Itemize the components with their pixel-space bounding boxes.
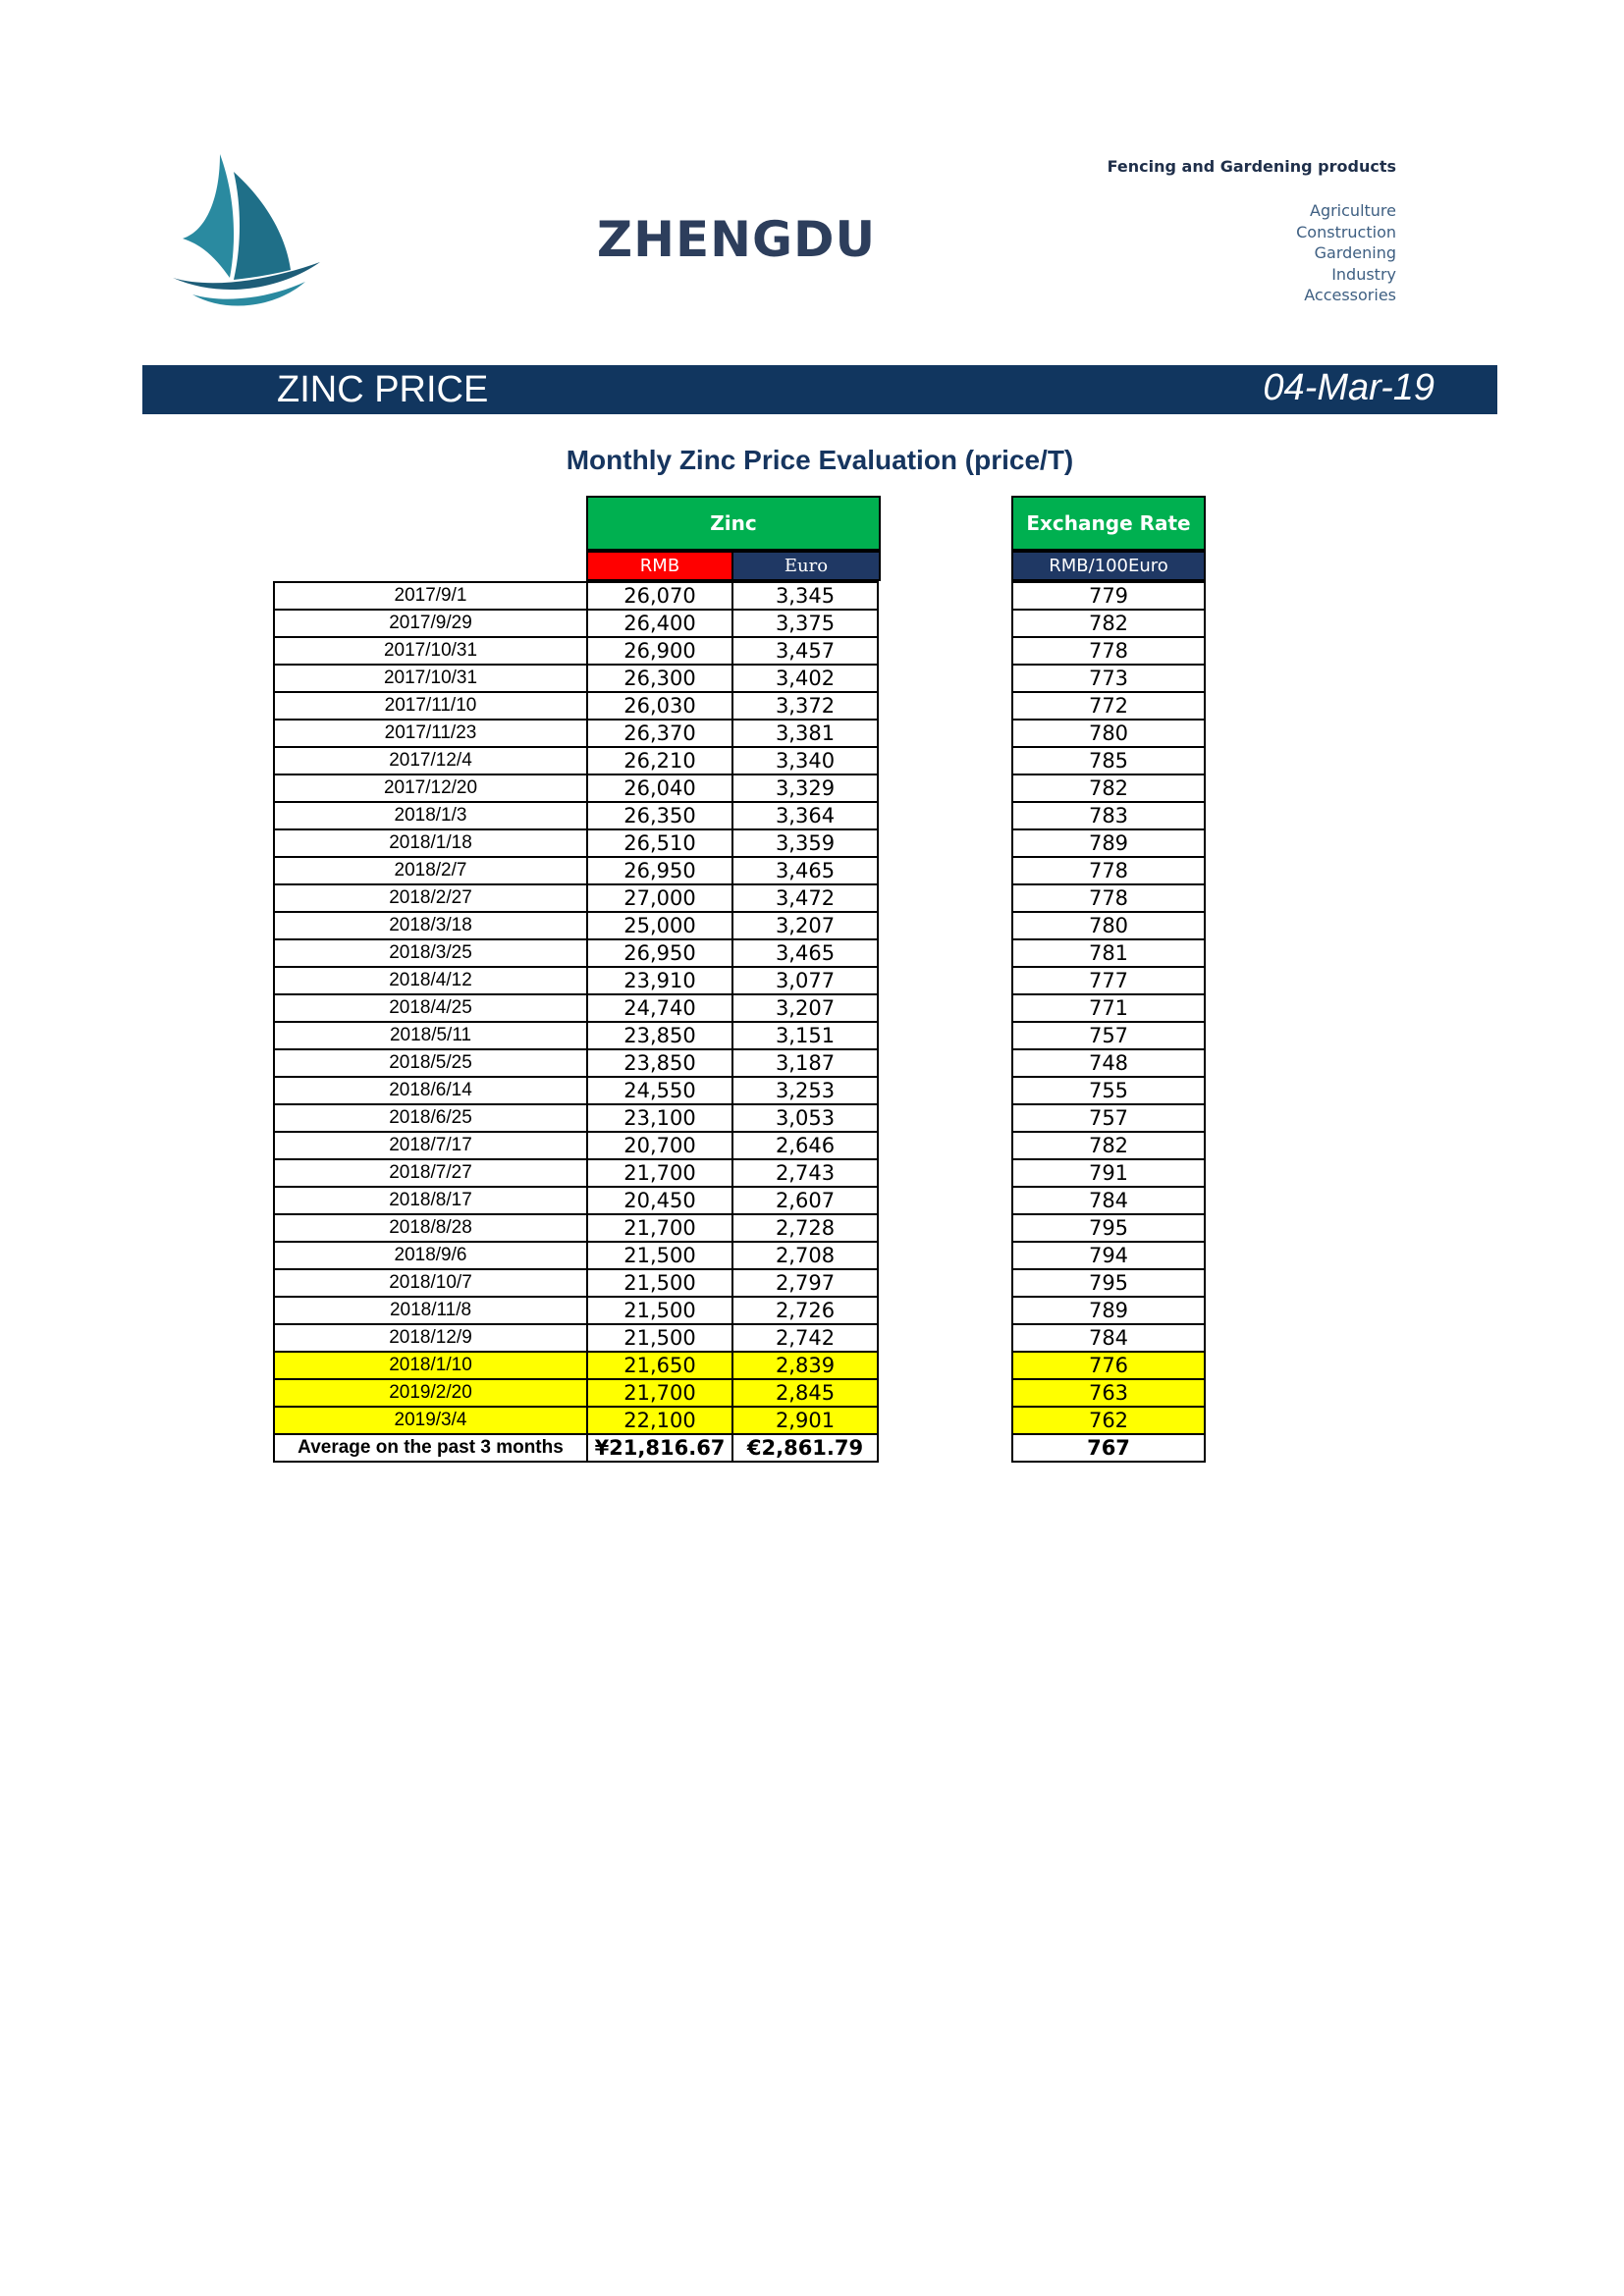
table-row bbox=[274, 1077, 878, 1104]
rmb-price-cell: 21,500 bbox=[587, 1269, 732, 1297]
date-cell: 2018/5/11 bbox=[274, 1022, 587, 1049]
date-cell: 2018/1/10 bbox=[274, 1352, 587, 1379]
date-cell: 2019/3/4 bbox=[274, 1407, 587, 1434]
table-row bbox=[274, 1214, 878, 1242]
table-row bbox=[1012, 912, 1205, 939]
euro-price-cell: 3,359 bbox=[732, 829, 878, 857]
table-row bbox=[274, 1242, 878, 1269]
table-row bbox=[274, 967, 878, 994]
rmb-price-cell: 26,950 bbox=[587, 939, 732, 967]
rmb-price-cell: 26,900 bbox=[587, 637, 732, 665]
category-item: Industry bbox=[1331, 264, 1396, 284]
euro-price-cell: 3,402 bbox=[732, 665, 878, 692]
date-cell: 2018/8/17 bbox=[274, 1187, 587, 1214]
average-label: Average on the past 3 months bbox=[274, 1434, 587, 1462]
table-row bbox=[1012, 994, 1205, 1022]
rmb-price-cell: 22,100 bbox=[587, 1407, 732, 1434]
rmb-price-cell: 21,650 bbox=[587, 1352, 732, 1379]
rmb-price-cell: 26,040 bbox=[587, 774, 732, 802]
rmb-price-cell: 26,070 bbox=[587, 582, 732, 610]
table-row bbox=[274, 1297, 878, 1324]
date-cell: 2017/11/10 bbox=[274, 692, 587, 720]
table-row bbox=[1012, 1022, 1205, 1049]
date-cell: 2018/11/8 bbox=[274, 1297, 587, 1324]
date-cell: 2018/1/18 bbox=[274, 829, 587, 857]
zinc-price-table bbox=[273, 581, 879, 1463]
date-cell: 2017/10/31 bbox=[274, 665, 587, 692]
euro-price-cell: 3,465 bbox=[732, 857, 878, 884]
rmb-price-cell: 26,030 bbox=[587, 692, 732, 720]
exchange-rate-cell: 782 bbox=[1012, 774, 1205, 802]
table-row bbox=[1012, 967, 1205, 994]
table-row bbox=[1012, 802, 1205, 829]
table-row bbox=[274, 857, 878, 884]
euro-header: Euro bbox=[731, 551, 881, 581]
date-cell: 2017/9/1 bbox=[274, 582, 587, 610]
euro-price-cell: 3,329 bbox=[732, 774, 878, 802]
euro-price-cell: 3,207 bbox=[732, 912, 878, 939]
table-row bbox=[274, 665, 878, 692]
exchange-rate-header: Exchange Rate bbox=[1011, 496, 1206, 551]
date-cell: 2018/2/27 bbox=[274, 884, 587, 912]
euro-price-cell: 2,797 bbox=[732, 1269, 878, 1297]
table-row bbox=[274, 1352, 878, 1379]
date-cell: 2019/2/20 bbox=[274, 1379, 587, 1407]
exchange-rate-cell: 762 bbox=[1012, 1407, 1205, 1434]
euro-price-cell: 3,372 bbox=[732, 692, 878, 720]
date-cell: 2018/6/25 bbox=[274, 1104, 587, 1132]
table-row bbox=[274, 1379, 878, 1407]
date-cell: 2018/5/25 bbox=[274, 1049, 587, 1077]
table-row bbox=[274, 1407, 878, 1434]
rmb-price-cell: 25,000 bbox=[587, 912, 732, 939]
date-cell: 2017/12/4 bbox=[274, 747, 587, 774]
euro-price-cell: 3,345 bbox=[732, 582, 878, 610]
table-row bbox=[1012, 1132, 1205, 1159]
exchange-rate-cell: 782 bbox=[1012, 1132, 1205, 1159]
banner-title: ZINC PRICE bbox=[277, 369, 489, 410]
exchange-rate-cell: 784 bbox=[1012, 1187, 1205, 1214]
exchange-rate-cell: 777 bbox=[1012, 967, 1205, 994]
category-item: Agriculture bbox=[1310, 201, 1396, 220]
rmb-price-cell: 23,850 bbox=[587, 1022, 732, 1049]
table-row bbox=[274, 1269, 878, 1297]
average-row bbox=[274, 1434, 878, 1462]
exchange-rate-cell: 763 bbox=[1012, 1379, 1205, 1407]
title-banner bbox=[142, 365, 1497, 414]
euro-price-cell: 3,364 bbox=[732, 802, 878, 829]
exchange-rate-cell: 791 bbox=[1012, 1159, 1205, 1187]
date-cell: 2018/1/3 bbox=[274, 802, 587, 829]
rmb-price-cell: 21,500 bbox=[587, 1242, 732, 1269]
table-row bbox=[1012, 1077, 1205, 1104]
rmb-price-cell: 23,850 bbox=[587, 1049, 732, 1077]
brand-tagline: Fencing and Gardening products bbox=[1107, 157, 1396, 176]
date-cell: 2018/7/27 bbox=[274, 1159, 587, 1187]
table-row bbox=[274, 774, 878, 802]
date-cell: 2018/7/17 bbox=[274, 1132, 587, 1159]
table-row bbox=[1012, 1297, 1205, 1324]
date-cell: 2018/8/28 bbox=[274, 1214, 587, 1242]
euro-price-cell: 2,728 bbox=[732, 1214, 878, 1242]
exchange-rate-cell: 779 bbox=[1012, 582, 1205, 610]
category-list bbox=[1296, 200, 1396, 306]
zinc-header: Zinc bbox=[586, 496, 881, 551]
table-row bbox=[1012, 1352, 1205, 1379]
table-row bbox=[1012, 1049, 1205, 1077]
table-row bbox=[274, 1187, 878, 1214]
table-row bbox=[1012, 582, 1205, 610]
euro-price-cell: 2,845 bbox=[732, 1379, 878, 1407]
rmb-price-cell: 26,370 bbox=[587, 720, 732, 747]
exchange-rate-cell: 748 bbox=[1012, 1049, 1205, 1077]
table-row bbox=[1012, 1407, 1205, 1434]
table-row bbox=[1012, 1324, 1205, 1352]
euro-price-cell: 2,726 bbox=[732, 1297, 878, 1324]
rmb-price-cell: 26,400 bbox=[587, 610, 732, 637]
euro-price-cell: 2,743 bbox=[732, 1159, 878, 1187]
rmb-price-cell: 24,740 bbox=[587, 994, 732, 1022]
euro-price-cell: 3,340 bbox=[732, 747, 878, 774]
exchange-rate-cell: 780 bbox=[1012, 720, 1205, 747]
rmb-price-cell: 26,950 bbox=[587, 857, 732, 884]
date-cell: 2018/4/12 bbox=[274, 967, 587, 994]
exchange-rate-cell: 781 bbox=[1012, 939, 1205, 967]
exchange-rate-cell: 757 bbox=[1012, 1104, 1205, 1132]
euro-price-cell: 2,708 bbox=[732, 1242, 878, 1269]
table-row bbox=[1012, 1242, 1205, 1269]
table-row bbox=[1012, 720, 1205, 747]
exchange-rate-cell: 789 bbox=[1012, 829, 1205, 857]
date-cell: 2018/10/7 bbox=[274, 1269, 587, 1297]
euro-price-cell: 3,187 bbox=[732, 1049, 878, 1077]
table-row bbox=[1012, 857, 1205, 884]
exchange-rate-cell: 783 bbox=[1012, 802, 1205, 829]
exchange-rate-cell: 782 bbox=[1012, 610, 1205, 637]
exchange-rate-cell: 778 bbox=[1012, 857, 1205, 884]
exchange-rate-cell: 773 bbox=[1012, 665, 1205, 692]
table-row bbox=[1012, 774, 1205, 802]
rmb-price-cell: 20,700 bbox=[587, 1132, 732, 1159]
exchange-rate-cell: 776 bbox=[1012, 1352, 1205, 1379]
rmb-price-cell: 21,700 bbox=[587, 1159, 732, 1187]
euro-price-cell: 3,457 bbox=[732, 637, 878, 665]
table-row bbox=[274, 1159, 878, 1187]
date-cell: 2017/11/23 bbox=[274, 720, 587, 747]
rmb-price-cell: 21,700 bbox=[587, 1379, 732, 1407]
table-row bbox=[274, 637, 878, 665]
sailboat-logo bbox=[173, 152, 320, 314]
euro-price-cell: 2,742 bbox=[732, 1324, 878, 1352]
euro-price-cell: 3,253 bbox=[732, 1077, 878, 1104]
table-row bbox=[274, 1132, 878, 1159]
exchange-rate-cell: 778 bbox=[1012, 637, 1205, 665]
exchange-rate-cell: 795 bbox=[1012, 1269, 1205, 1297]
exchange-unit-header: RMB/100Euro bbox=[1011, 551, 1206, 581]
table-row bbox=[274, 912, 878, 939]
date-cell: 2017/12/20 bbox=[274, 774, 587, 802]
rmb-price-cell: 23,100 bbox=[587, 1104, 732, 1132]
table-title: Monthly Zinc Price Evaluation (price/T) bbox=[566, 445, 1074, 475]
exchange-rate-cell: 789 bbox=[1012, 1297, 1205, 1324]
euro-price-cell: 3,207 bbox=[732, 994, 878, 1022]
rmb-price-cell: 24,550 bbox=[587, 1077, 732, 1104]
table-row bbox=[1012, 1214, 1205, 1242]
exchange-rate-cell: 784 bbox=[1012, 1324, 1205, 1352]
table-row bbox=[274, 939, 878, 967]
date-cell: 2018/4/25 bbox=[274, 994, 587, 1022]
table-row bbox=[1012, 884, 1205, 912]
category-item: Accessories bbox=[1304, 286, 1396, 304]
table-row bbox=[274, 1104, 878, 1132]
exchange-rate-cell: 794 bbox=[1012, 1242, 1205, 1269]
average-euro: €2,861.79 bbox=[732, 1434, 878, 1462]
table-row bbox=[274, 884, 878, 912]
average-row bbox=[1012, 1434, 1205, 1462]
euro-price-cell: 2,901 bbox=[732, 1407, 878, 1434]
table-row bbox=[274, 1324, 878, 1352]
table-row bbox=[1012, 939, 1205, 967]
exchange-rate-table bbox=[1011, 581, 1206, 1463]
table-row bbox=[274, 1049, 878, 1077]
rmb-price-cell: 27,000 bbox=[587, 884, 732, 912]
table-row bbox=[274, 994, 878, 1022]
table-row bbox=[274, 692, 878, 720]
euro-price-cell: 3,077 bbox=[732, 967, 878, 994]
date-cell: 2018/12/9 bbox=[274, 1324, 587, 1352]
table-row bbox=[274, 802, 878, 829]
table-row bbox=[274, 610, 878, 637]
table-row bbox=[1012, 1159, 1205, 1187]
table-row bbox=[274, 582, 878, 610]
exchange-rate-cell: 785 bbox=[1012, 747, 1205, 774]
rmb-header: RMB bbox=[586, 551, 733, 581]
rmb-price-cell: 26,350 bbox=[587, 802, 732, 829]
table-row bbox=[274, 747, 878, 774]
rmb-price-cell: 26,300 bbox=[587, 665, 732, 692]
exchange-rate-cell: 771 bbox=[1012, 994, 1205, 1022]
exchange-rate-cell: 757 bbox=[1012, 1022, 1205, 1049]
category-item: Gardening bbox=[1314, 243, 1396, 262]
average-rmb: ¥21,816.67 bbox=[587, 1434, 732, 1462]
banner-date: 04-Mar-19 bbox=[1263, 367, 1435, 408]
rmb-price-cell: 20,450 bbox=[587, 1187, 732, 1214]
table-row bbox=[274, 1022, 878, 1049]
date-cell: 2017/9/29 bbox=[274, 610, 587, 637]
table-row bbox=[1012, 637, 1205, 665]
euro-price-cell: 3,053 bbox=[732, 1104, 878, 1132]
category-item: Construction bbox=[1296, 222, 1396, 241]
average-rate: 767 bbox=[1012, 1434, 1205, 1462]
table-row bbox=[1012, 665, 1205, 692]
date-cell: 2018/3/18 bbox=[274, 912, 587, 939]
rmb-price-cell: 21,700 bbox=[587, 1214, 732, 1242]
euro-price-cell: 3,375 bbox=[732, 610, 878, 637]
exchange-rate-cell: 772 bbox=[1012, 692, 1205, 720]
table-row bbox=[1012, 1104, 1205, 1132]
table-row bbox=[1012, 610, 1205, 637]
euro-price-cell: 3,465 bbox=[732, 939, 878, 967]
table-row bbox=[1012, 829, 1205, 857]
date-cell: 2017/10/31 bbox=[274, 637, 587, 665]
table-row bbox=[1012, 692, 1205, 720]
rmb-price-cell: 23,910 bbox=[587, 967, 732, 994]
date-cell: 2018/6/14 bbox=[274, 1077, 587, 1104]
exchange-rate-cell: 795 bbox=[1012, 1214, 1205, 1242]
exchange-rate-cell: 755 bbox=[1012, 1077, 1205, 1104]
euro-price-cell: 3,472 bbox=[732, 884, 878, 912]
euro-price-cell: 3,151 bbox=[732, 1022, 878, 1049]
rmb-price-cell: 26,210 bbox=[587, 747, 732, 774]
rmb-price-cell: 21,500 bbox=[587, 1324, 732, 1352]
exchange-rate-cell: 780 bbox=[1012, 912, 1205, 939]
euro-price-cell: 3,381 bbox=[732, 720, 878, 747]
euro-price-cell: 2,607 bbox=[732, 1187, 878, 1214]
table-row bbox=[1012, 1269, 1205, 1297]
table-row bbox=[274, 720, 878, 747]
table-row bbox=[1012, 1379, 1205, 1407]
date-cell: 2018/2/7 bbox=[274, 857, 587, 884]
date-cell: 2018/3/25 bbox=[274, 939, 587, 967]
rmb-price-cell: 21,500 bbox=[587, 1297, 732, 1324]
exchange-rate-cell: 778 bbox=[1012, 884, 1205, 912]
euro-price-cell: 2,646 bbox=[732, 1132, 878, 1159]
table-row bbox=[274, 829, 878, 857]
table-row bbox=[1012, 1187, 1205, 1214]
date-cell: 2018/9/6 bbox=[274, 1242, 587, 1269]
brand-name: ZHENGDU bbox=[596, 211, 877, 268]
table-row bbox=[1012, 747, 1205, 774]
euro-price-cell: 2,839 bbox=[732, 1352, 878, 1379]
rmb-price-cell: 26,510 bbox=[587, 829, 732, 857]
